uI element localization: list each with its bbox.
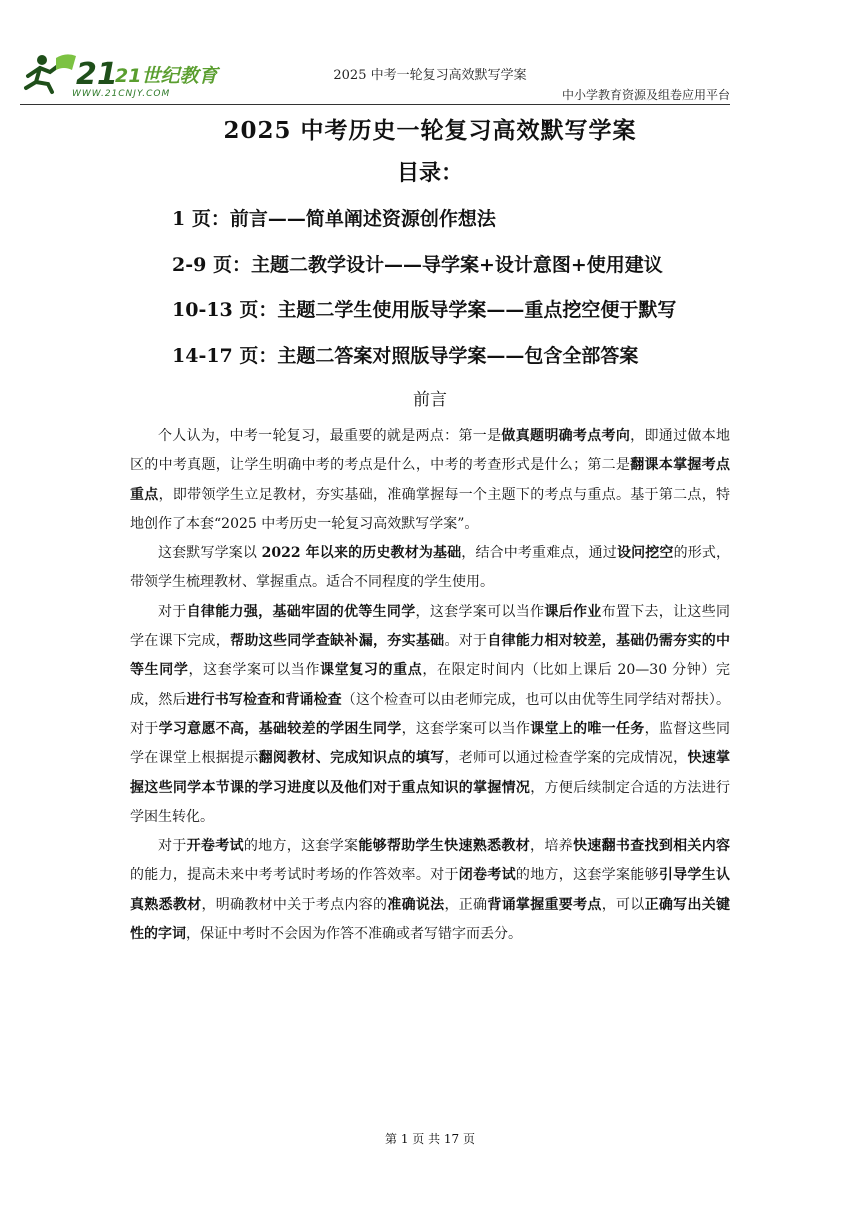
body-text-run: ，保证中考时不会因为作答不准确或者写错字而丢分。 <box>186 926 522 943</box>
body-text-run: 。对于 <box>444 633 488 650</box>
emphasis-text: 能够帮助学生快速熟悉教材 <box>358 838 531 855</box>
body-text-run: ，可以 <box>601 896 645 913</box>
body-text-run: ，监督这些同学在课堂上根据提示 <box>130 720 731 767</box>
page-footer: 第 1 页 共 17 页 <box>385 1132 475 1146</box>
body-text-run: ，即带领学生立足教材，夯实基础，准确掌握每一个主题下的考点与重点。基于第二点，特地创作了本套“2025 中考历史一轮复习高效默写学案”。 <box>130 486 731 532</box>
body-text-run: ，这套学案可以当作 <box>415 603 545 620</box>
paragraph <box>130 422 730 539</box>
emphasis-text: 帮助这些同学查缺补漏，夯实基础 <box>230 633 445 650</box>
emphasis-text: 自律能力强，基础牢固的优等生同学 <box>186 603 416 620</box>
emphasis-text: 背诵掌握重要考点 <box>487 896 602 913</box>
logo-url: WWW.21CNJY.COM <box>72 89 171 99</box>
emphasis-text: 引导学生认真熟悉教材 <box>130 867 731 913</box>
emphasis-text: 闭卷考试 <box>458 867 516 884</box>
document-title: 2025 中考历史一轮复习高效默写学案 <box>223 117 637 144</box>
body-text-run: 对于 <box>158 603 187 620</box>
emphasis-text: 准确说法 <box>387 896 445 913</box>
body-text-run: 对于 <box>158 838 187 855</box>
body-text-run: ，在限定时间内（比如上课后 20—30 分钟）完成，然后 <box>130 662 731 708</box>
preface-body <box>130 422 730 949</box>
preface-heading: 前言 <box>413 390 447 410</box>
header-divider <box>20 104 730 105</box>
logo-21: 21 <box>76 57 118 92</box>
emphasis-text: 翻阅教材、完成知识点的填写 <box>258 750 445 767</box>
body-text-run: 个人认为，中考一轮复习，最重要的就是两点：第一是 <box>158 428 502 444</box>
toc-item: 2-9 页：主题二教学设计——导学案+设计意图+使用建议 <box>172 254 663 276</box>
emphasis-text: 设问挖空 <box>616 545 674 562</box>
body-text-run: 的地方，这套学案 <box>243 838 359 855</box>
emphasis-text: 快速掌握这些同学本节课的学习进度以及他们对于重点知识的掌握情况 <box>130 750 731 796</box>
body-text-run: 的地方，这套学案能够 <box>515 867 659 884</box>
body-text-run: ，方便后续制定合适的方法进行学困生转化。 <box>130 779 731 825</box>
logo-text: 21世纪教育 <box>115 65 218 87</box>
emphasis-text: 课堂复习的重点 <box>320 662 423 679</box>
toc-item: 1 页：前言——简单阐述资源创作想法 <box>172 208 496 230</box>
emphasis-text: 正确写出关键性的字词 <box>130 896 731 943</box>
emphasis-text: 快速翻书查找到相关内容 <box>572 838 731 855</box>
header-title: 2025 中考一轮复习高效默写学案 <box>333 68 527 83</box>
body-text-run: ，结合中考重难点，通过 <box>461 545 617 562</box>
body-text-run: 的形式，带领学生梳理教材、掌握重点。适合不同程度的学生使用。 <box>130 545 731 591</box>
toc-item: 14-17 页：主题二答案对照版导学案——包含全部答案 <box>172 345 639 367</box>
body-text-run: ，即通过做本地区的中考真题，让学生明确中考的考点是什么，中考的考查形式是什么；第二是 <box>130 428 731 474</box>
emphasis-text: 做真题明确考点考向 <box>501 428 631 444</box>
toc-item: 10-13 页：主题二学生使用版导学案——重点挖空便于默写 <box>172 299 677 321</box>
header-platform: 中小学教育资源及组卷应用平台 <box>561 88 730 102</box>
paragraph <box>130 539 730 598</box>
body-text-run: （这个检查可以由老师完成，也可以由优等生同学结对帮扶）。对于 <box>130 691 731 737</box>
body-text-run: ，培养 <box>530 838 573 855</box>
emphasis-text: 课后作业 <box>544 603 602 620</box>
emphasis-text: 开卷考试 <box>186 838 244 855</box>
body-text-run: ，老师可以通过检查学案的完成情况， <box>444 750 688 767</box>
emphasis-text: 学习意愿不高，基础较差的学困生同学 <box>158 720 402 737</box>
body-text-run: ，这套学案可以当作 <box>401 720 531 737</box>
body-text-run: 这套默写学案以 <box>158 545 262 562</box>
paragraph <box>130 832 730 949</box>
body-text-run: ，正确 <box>444 896 488 913</box>
body-text-run: 的能力，提高未来中考考试时考场的作答效率。对于 <box>130 867 459 884</box>
body-text-run: ，明确教材中关于考点内容的 <box>201 896 388 913</box>
emphasis-text: 翻课本掌握考点重点 <box>130 457 731 503</box>
body-text-run: ，这套学案可以当作 <box>188 662 321 679</box>
body-text-run: 布置下去，让这些同学在课下完成， <box>130 603 731 650</box>
emphasis-text: 自律能力相对较差，基础仍需夯实的中等生同学 <box>130 633 731 679</box>
paragraph <box>130 598 730 832</box>
emphasis-text: 2022 年以来的历史教材为基础 <box>261 545 462 562</box>
toc-heading: 目录： <box>396 160 463 186</box>
emphasis-text: 课堂上的唯一任务 <box>530 720 645 737</box>
emphasis-text: 进行书写检查和背诵检查 <box>186 691 342 708</box>
